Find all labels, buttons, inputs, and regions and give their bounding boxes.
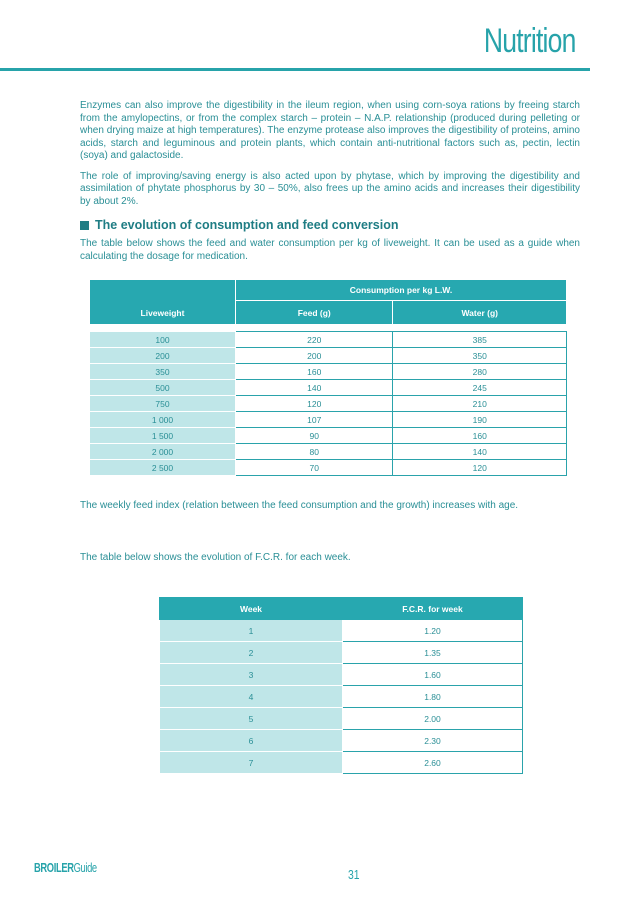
week-cell: 4	[160, 686, 343, 708]
water-cell: 210	[393, 396, 567, 412]
header-feed: Feed (g)	[236, 301, 393, 325]
week-cell: 2	[160, 642, 343, 664]
fcr-cell: 1.80	[343, 686, 523, 708]
note-fcr: The table below shows the evolution of F.C.R. for each week.	[80, 552, 351, 563]
header-water: Water (g)	[393, 301, 567, 325]
fcr-cell: 2.00	[343, 708, 523, 730]
paragraph-phytase: The role of improving/saving energy is also acted upon by phytase, which by improving the digestibility and assimilation of phytate phosphorus by 30 – 50%, also frees up the amino acids and increases their digestibility by about 2%.	[80, 170, 580, 207]
table-header-row	[160, 598, 523, 620]
header-week: Week	[160, 598, 343, 620]
consumption-table	[89, 279, 567, 476]
table-spacer	[90, 325, 567, 332]
fcr-cell: 1.20	[343, 620, 523, 642]
table-row	[160, 664, 523, 686]
water-cell: 350	[393, 348, 567, 364]
paragraph-enzymes: Enzymes can also improve the digestibility in the ileum region, when using corn-soya rations by freeing starch from the amylopectins, or from the complex starch – protein – N.A.P. relationship (produced during pelleting or when drying maize at high temperatures). The enzyme protease also improves the digestibility of proteins, amino acids, starch and leguminous and protein plants, which contain anti-nutritional factors such as, pectin, lectin (soya) and galactoside.	[80, 100, 580, 161]
brand-logo	[34, 860, 97, 875]
water-cell: 120	[393, 460, 567, 476]
fcr-table	[159, 597, 523, 774]
table-row	[160, 730, 523, 752]
feed-cell: 70	[236, 460, 393, 476]
week-cell: 1	[160, 620, 343, 642]
table-row	[90, 348, 567, 364]
note-feed-index: The weekly feed index (relation between the feed consumption and the growth) increases with age.	[80, 500, 519, 511]
section-heading-text: The evolution of consumption and feed conversion	[95, 218, 399, 232]
section-intro: The table below shows the feed and water consumption per kg of liveweight. It can be used as a guide when calculating the dosage for medication.	[80, 238, 580, 262]
table-row	[160, 708, 523, 730]
header-rule	[0, 68, 590, 71]
header-liveweight: Liveweight	[90, 280, 236, 325]
feed-cell: 90	[236, 428, 393, 444]
table-row	[90, 460, 567, 476]
water-cell: 385	[393, 332, 567, 348]
water-cell: 245	[393, 380, 567, 396]
liveweight-cell: 750	[90, 396, 236, 412]
table-header-row	[90, 280, 567, 301]
logo-bold: BROILER	[34, 860, 74, 875]
feed-cell: 140	[236, 380, 393, 396]
table-row	[90, 332, 567, 348]
table-row	[160, 642, 523, 664]
liveweight-cell: 200	[90, 348, 236, 364]
body-text	[80, 100, 580, 271]
fcr-cell: 1.35	[343, 642, 523, 664]
table-row	[90, 412, 567, 428]
feed-cell: 107	[236, 412, 393, 428]
table-row	[160, 686, 523, 708]
table-row	[90, 380, 567, 396]
table-row	[90, 364, 567, 380]
fcr-cell: 2.30	[343, 730, 523, 752]
page-number: 31	[348, 867, 360, 882]
liveweight-cell: 2 000	[90, 444, 236, 460]
week-cell: 5	[160, 708, 343, 730]
water-cell: 140	[393, 444, 567, 460]
feed-cell: 220	[236, 332, 393, 348]
logo-rest: Guide	[73, 860, 97, 875]
page-title: Nutrition	[484, 22, 576, 60]
liveweight-cell: 1 000	[90, 412, 236, 428]
liveweight-cell: 350	[90, 364, 236, 380]
water-cell: 280	[393, 364, 567, 380]
week-cell: 7	[160, 752, 343, 774]
table-row	[90, 444, 567, 460]
liveweight-cell: 100	[90, 332, 236, 348]
table-row	[160, 752, 523, 774]
liveweight-cell: 1 500	[90, 428, 236, 444]
feed-cell: 120	[236, 396, 393, 412]
liveweight-cell: 2 500	[90, 460, 236, 476]
header-fcr: F.C.R. for week	[343, 598, 523, 620]
week-cell: 3	[160, 664, 343, 686]
header-consumption-group: Consumption per kg L.W.	[236, 280, 567, 301]
section-heading	[80, 218, 580, 232]
feed-cell: 200	[236, 348, 393, 364]
week-cell: 6	[160, 730, 343, 752]
fcr-cell: 2.60	[343, 752, 523, 774]
water-cell: 190	[393, 412, 567, 428]
table-row	[160, 620, 523, 642]
table-row	[90, 428, 567, 444]
fcr-cell: 1.60	[343, 664, 523, 686]
water-cell: 160	[393, 428, 567, 444]
feed-cell: 80	[236, 444, 393, 460]
liveweight-cell: 500	[90, 380, 236, 396]
square-bullet-icon	[80, 221, 89, 230]
feed-cell: 160	[236, 364, 393, 380]
table-row	[90, 396, 567, 412]
